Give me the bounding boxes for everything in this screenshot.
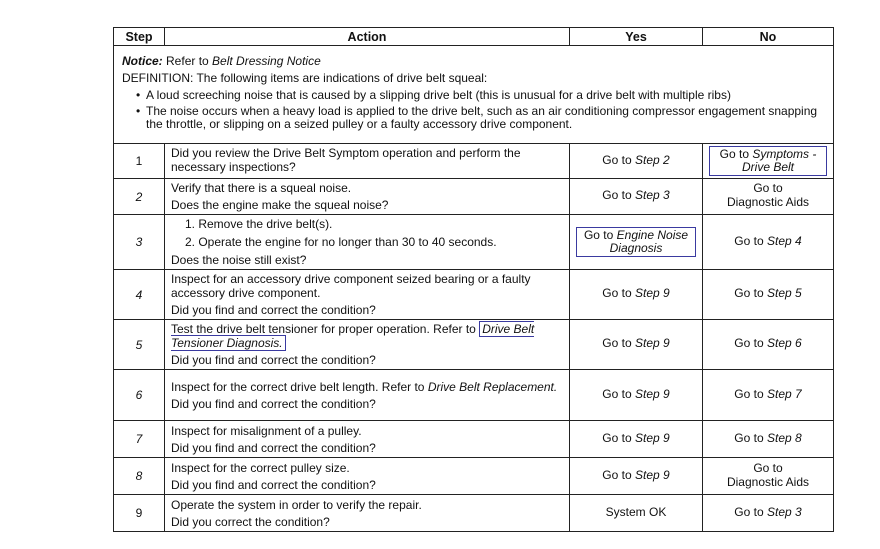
no-line-1: Go to [753, 460, 783, 475]
drive-belt-tensioner-diagnosis-link[interactable]: Drive Belt Tensioner Diagnosis. [171, 322, 535, 350]
action-question: Did you find and correct the condition? [171, 477, 376, 492]
yes-cell [570, 179, 703, 215]
action-question: Does the engine make the squeal noise? [171, 198, 389, 212]
no-prefix: Go to [734, 430, 764, 445]
engine-noise-diagnosis-text: Engine Noise Diagnosis [609, 228, 689, 255]
table-row-step-8 [114, 458, 834, 495]
step-number: 4 [114, 270, 165, 320]
step-number: 9 [114, 495, 165, 532]
step-number: 6 [114, 370, 165, 421]
table-row-step-5 [114, 320, 834, 370]
table-row-step-9 [114, 495, 834, 532]
action-cell [165, 370, 570, 421]
no-cell [703, 458, 834, 495]
yes-cell [570, 458, 703, 495]
no-cell [703, 320, 834, 370]
action-cell [165, 270, 570, 320]
header-no: No [703, 28, 834, 46]
symptoms-drive-belt-text: Symptoms - Drive Belt [741, 147, 817, 174]
goto-step-3-link[interactable]: Step 3 [767, 504, 802, 519]
table-row-step-7 [114, 421, 834, 458]
no-prefix: Go to [734, 233, 764, 248]
goto-step-7-link[interactable]: Step 7 [767, 386, 802, 401]
no-cell [703, 421, 834, 458]
no-cell [703, 215, 834, 270]
action-question: Did you find and correct the condition? [171, 396, 376, 411]
no-prefix: Go to [734, 336, 764, 350]
no-prefix: Go to [734, 286, 764, 300]
goto-step-9-link[interactable]: Step 9 [635, 467, 670, 482]
action-question: Did you correct the condition? [171, 514, 330, 529]
action-text: Inspect for misalignment of a pulley. [171, 423, 362, 438]
action-text-prefix: Test the drive belt tensioner for proper operation. Refer to [171, 322, 476, 336]
goto-step-3-link[interactable]: Step 3 [635, 188, 670, 202]
no-prefix: Go to [734, 386, 764, 401]
action-cell [165, 215, 570, 270]
yes-cell [570, 144, 703, 179]
yes-cell [570, 215, 703, 270]
table-row-step-3 [114, 215, 834, 270]
goto-step-9-link[interactable]: Step 9 [635, 336, 670, 350]
yes-prefix: Go to [602, 286, 632, 300]
yes-prefix: Go to [583, 228, 614, 242]
no-cell [703, 495, 834, 532]
table-row-step-2 [114, 179, 834, 215]
goto-step-9-link[interactable]: Step 9 [635, 430, 670, 445]
no-cell [703, 370, 834, 421]
step-number: 1 [114, 144, 165, 179]
drive-belt-squeal-diagnostic-table [113, 27, 834, 532]
yes-prefix: Go to [602, 430, 632, 445]
yes-prefix: Go to [602, 336, 632, 350]
step-number: 8 [114, 458, 165, 495]
action-cell [165, 144, 570, 179]
goto-step-4-link[interactable]: Step 4 [767, 233, 802, 248]
no-cell [703, 144, 834, 179]
no-cell [703, 270, 834, 320]
action-cell [165, 320, 570, 370]
header-row [114, 28, 834, 46]
yes-prefix: Go to [602, 467, 632, 482]
action-question: Did you find and correct the condition? [171, 303, 376, 317]
no-cell [703, 179, 834, 215]
action-cell [165, 179, 570, 215]
notice-label: Notice: [122, 54, 163, 68]
action-question: Does the noise still exist? [171, 253, 307, 267]
yes-cell [570, 421, 703, 458]
action-text: Inspect for an accessory drive component seized bearing or a faulty accessory drive component. [171, 272, 531, 300]
table-row-step-6 [114, 370, 834, 421]
step-number: 2 [114, 179, 165, 215]
action-text: Did you review the Drive Belt Symptom operation and perform the necessary inspections? [171, 146, 521, 174]
notice-text: Refer to [166, 54, 209, 68]
action-cell [165, 458, 570, 495]
definition-bullets [122, 88, 825, 131]
goto-step-9-link[interactable]: Step 9 [635, 386, 670, 401]
no-prefix: Go to [734, 504, 764, 519]
goto-step-8-link[interactable]: Step 8 [767, 430, 802, 445]
definition-bullet: • A loud screeching noise that is caused by a slipping drive belt (this is unusual for a drive belt with multiple ribs) [136, 88, 825, 102]
step-number: 3 [114, 215, 165, 270]
action-question: Did you find and correct the condition? [171, 353, 376, 367]
diagnostic-table-container [113, 27, 833, 532]
action-text [171, 380, 563, 394]
action-text: Inspect for the correct pulley size. [171, 460, 350, 475]
definition-bullet: • The noise occurs when a heavy load is applied to the drive belt, such as an air conditioning compressor engagement snapping the throttle, or slipping on a seized pulley or a faulty accessory drive component. [136, 105, 825, 131]
substeps-list [171, 217, 563, 249]
engine-noise-diagnosis-link[interactable] [576, 227, 696, 257]
action-cell [165, 495, 570, 532]
yes-prefix: Go to [602, 152, 632, 167]
header-step: Step [114, 28, 165, 46]
yes-cell [570, 370, 703, 421]
action-text [171, 322, 563, 350]
drive-belt-replacement-link[interactable]: Drive Belt Replacement. [427, 379, 558, 394]
system-ok-text: System OK [605, 504, 667, 519]
belt-dressing-notice-link[interactable]: Belt Dressing Notice [212, 54, 321, 68]
diagnostic-aids-link[interactable]: Diagnostic Aids [726, 195, 810, 209]
notice-line [122, 54, 825, 68]
goto-step-6-link[interactable]: Step 6 [767, 336, 802, 350]
yes-prefix: Go to [602, 188, 632, 202]
substep-item: 1. Remove the drive belt(s). [185, 217, 333, 231]
yes-cell [570, 270, 703, 320]
yes-prefix: Go to [602, 386, 632, 401]
action-question: Did you find and correct the condition? [171, 440, 376, 455]
goto-step-2-link[interactable]: Step 2 [635, 152, 670, 167]
symptoms-drive-belt-link[interactable] [709, 146, 827, 176]
table-row-step-4 [114, 270, 834, 320]
step-number: 7 [114, 421, 165, 458]
action-text: Verify that there is a squeal noise. [171, 181, 352, 195]
action-text-prefix: Inspect for the correct drive belt length. Refer to [171, 379, 425, 394]
action-cell [165, 421, 570, 458]
notice-row [114, 46, 834, 144]
diagnostic-aids-link[interactable]: Diagnostic Aids [726, 474, 810, 489]
table-row-step-1 [114, 144, 834, 179]
step-number: 5 [114, 320, 165, 370]
yes-cell [570, 495, 703, 532]
yes-cell [570, 320, 703, 370]
definition-text: DEFINITION: The following items are indications of drive belt squeal: [122, 71, 488, 85]
goto-step-5-link[interactable]: Step 5 [767, 286, 802, 300]
header-yes: Yes [570, 28, 703, 46]
no-line-1: Go to [753, 181, 783, 195]
no-prefix: Go to [719, 147, 749, 161]
goto-step-9-link[interactable]: Step 9 [635, 286, 670, 300]
header-action: Action [165, 28, 570, 46]
action-text: Operate the system in order to verify the repair. [171, 497, 422, 512]
notice-cell [114, 46, 834, 144]
substep-item: 2. Operate the engine for no longer than 30 to 40 seconds. [185, 235, 497, 249]
